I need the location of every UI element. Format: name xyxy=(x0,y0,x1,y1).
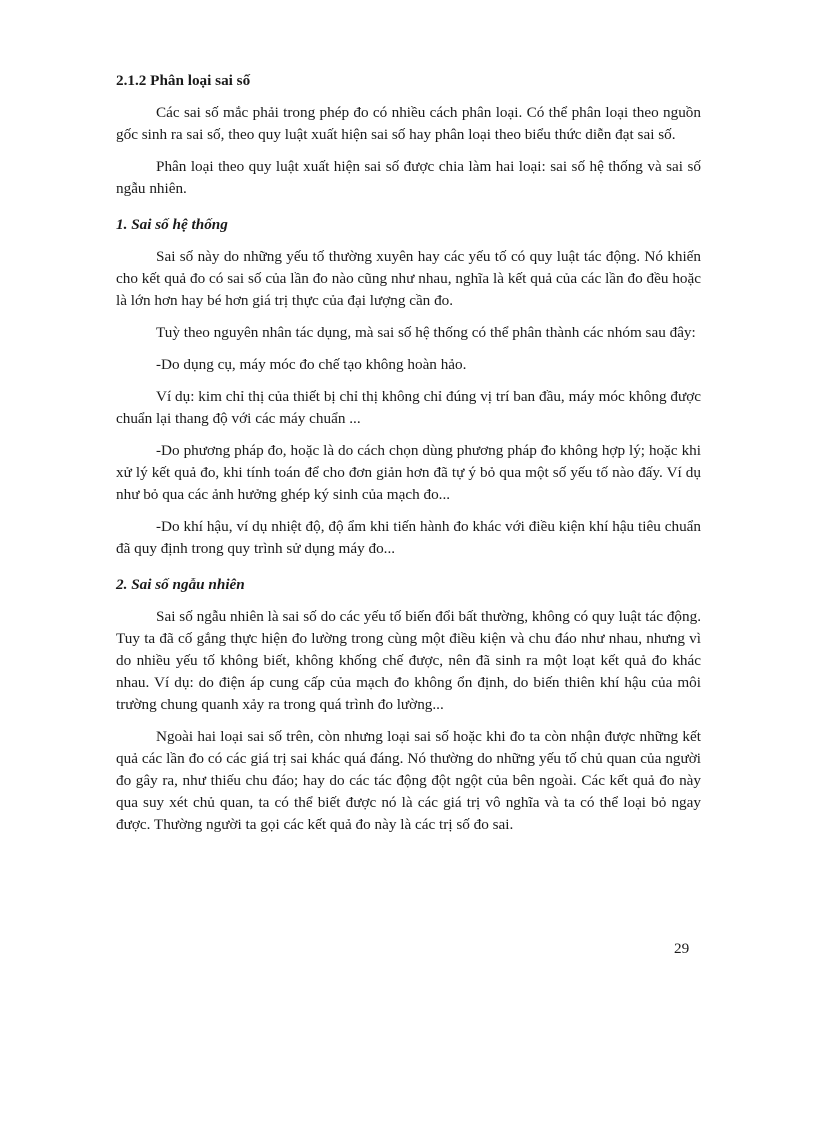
paragraph: Sai số ngẫu nhiên là sai số do các yếu tố biến đổi bất thường, không có quy luật tác động. Tuy ta đã cố gắng thực hiện đo lường trong cùng một điều kiện và chu đáo như nhau, nhưng vì do nhiều yếu tố không biết, không khống chế được, nên đã sinh ra một loạt kết quả đo khác nhau. Ví dụ: do điện áp cung cấp của mạch đo không ổn định, do biến thiên khí hậu của môi trường chung quanh xảy ra trong quá trình đo lường... xyxy=(116,608,701,713)
subsection-title: 1. Sai số hệ thống xyxy=(116,216,228,233)
paragraph: -Do dụng cụ, máy móc đo chế tạo không hoàn hảo. xyxy=(156,356,467,373)
paragraph: -Do phương pháp đo, hoặc là do cách chọn dùng phương pháp đo không hợp lý; hoặc khi xử lý kết quả đo, khi tính toán để cho đơn giản hơn đã tự ý bỏ qua một số yếu tố nào đấy. Ví dụ như bỏ qua các ảnh hưởng ghép ký sinh của mạch đo... xyxy=(116,442,701,503)
paragraph: Ví dụ: kim chỉ thị của thiết bị chỉ thị không chỉ đúng vị trí ban đầu, máy móc không được chuẩn lại thang độ với các máy chuẩn ... xyxy=(116,388,701,427)
paragraph: Ngoài hai loại sai số trên, còn nhưng loại sai số hoặc khi đo ta còn nhận được những kết quả các lần đo có các giá trị sai khác quá đáng. Nó thường do những yếu tố chủ quan của người đo gây ra, như thiếu chu đáo; hay do các tác động đột ngột của bên ngoài. Các kết quả đo này qua suy xét chủ quan, ta có thể biết được nó là các giá trị vô nghĩa và ta có thể loại bỏ ngay được. Thường người ta gọi các kết quả đo này là các trị số đo sai. xyxy=(116,728,701,833)
paragraph: Sai số này do những yếu tố thường xuyên hay các yếu tố có quy luật tác động. Nó khiến cho kết quả đo có sai số của lần đo nào cũng như nhau, nghĩa là kết quả của các lần đo đều hoặc là lớn hơn hay bé hơn giá trị thực của đại lượng cần đo. xyxy=(116,248,701,309)
paragraph: Phân loại theo quy luật xuất hiện sai số được chia làm hai loại: sai số hệ thống và sai số ngẫu nhiên. xyxy=(116,158,701,197)
paragraph: -Do khí hậu, ví dụ nhiệt độ, độ ẩm khi tiến hành đo khác với điều kiện khí hậu tiêu chuẩn đã quy định trong quy trình sử dụng máy đo... xyxy=(116,518,701,557)
paragraph: Các sai số mắc phải trong phép đo có nhiều cách phân loại. Có thể phân loại theo nguồn gốc sinh ra sai số, theo quy luật xuất hiện sai số hay phân loại theo biểu thức diễn đạt sai số. xyxy=(116,104,701,143)
document-page xyxy=(116,70,701,846)
subsection-title: 2. Sai số ngẫu nhiên xyxy=(116,576,245,593)
section-title: 2.1.2 Phân loại sai số xyxy=(116,72,251,89)
paragraph: Tuỳ theo nguyên nhân tác dụng, mà sai số hệ thống có thể phân thành các nhóm sau đây: xyxy=(156,324,696,341)
page-number: 29 xyxy=(674,940,690,957)
